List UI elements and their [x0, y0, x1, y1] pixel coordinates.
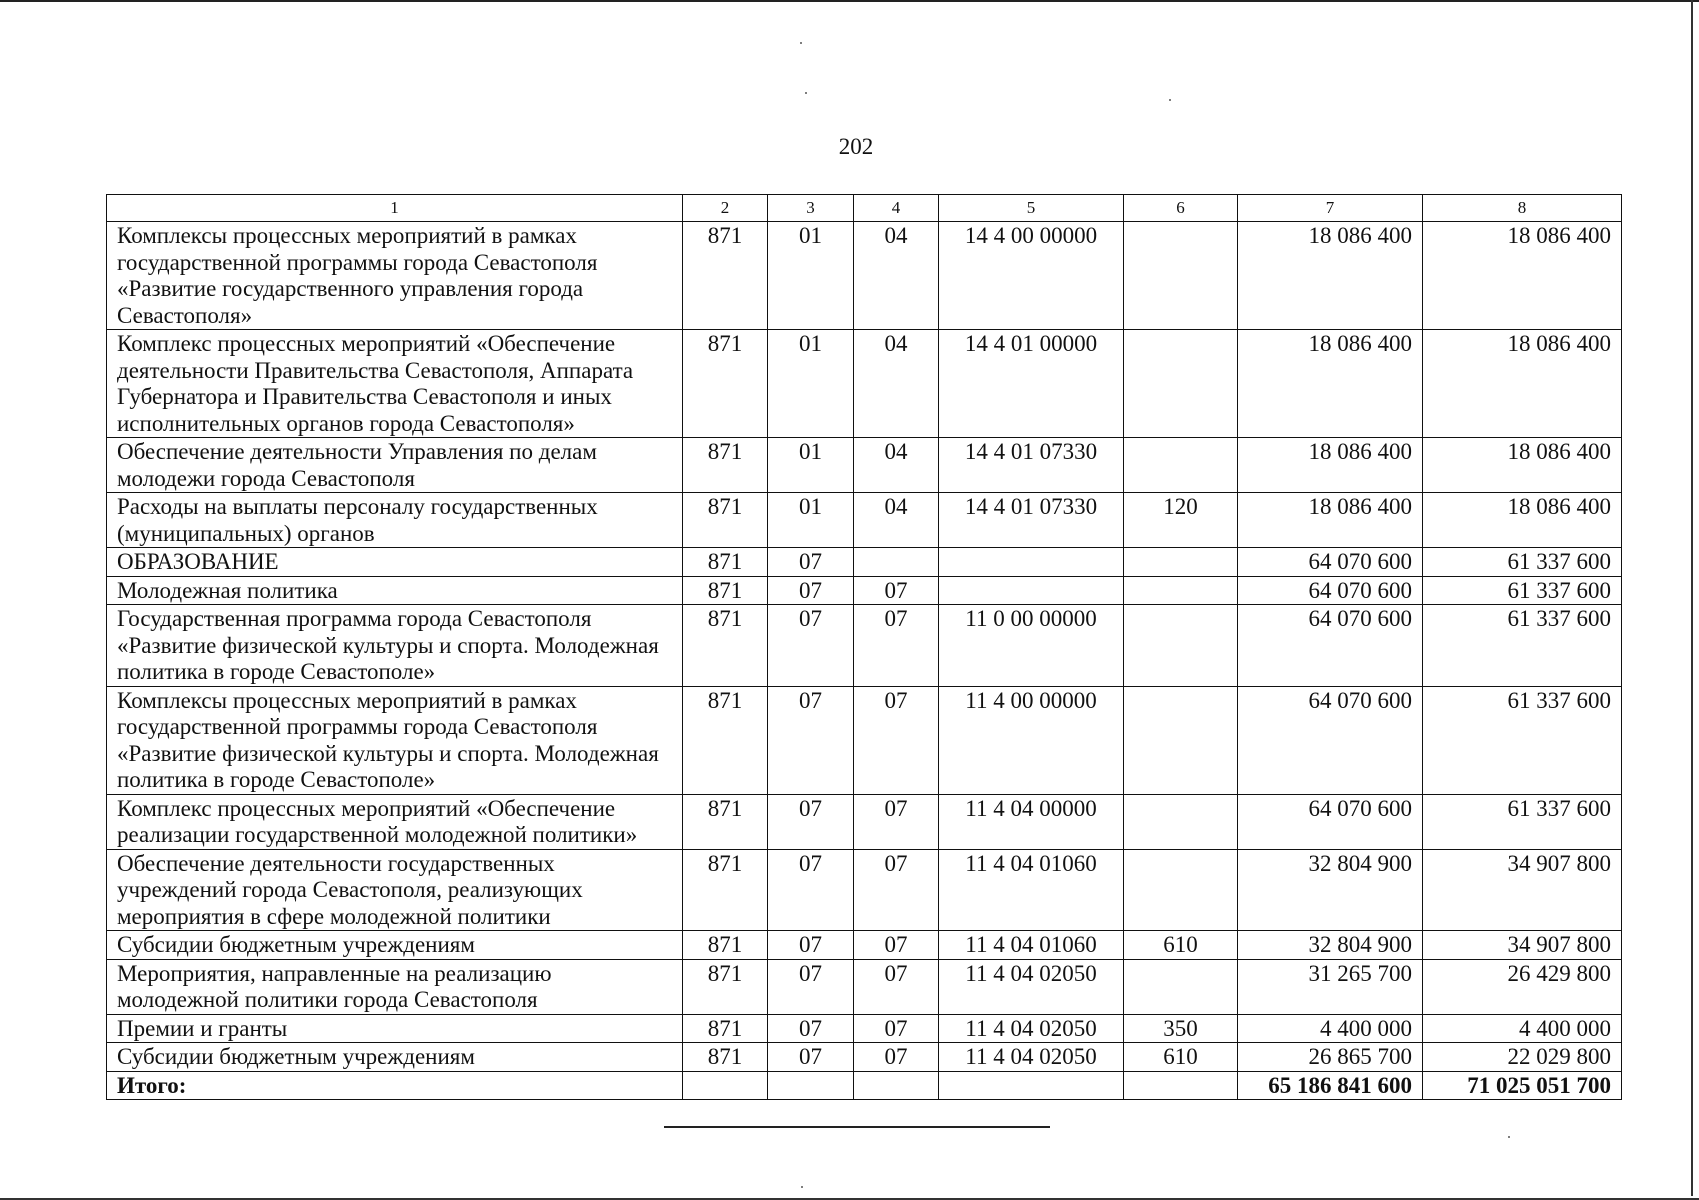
row-amount-year2-cell: 22 029 800: [1423, 1043, 1622, 1072]
row-admin-code-cell: 871: [683, 959, 768, 1014]
table-row: [107, 605, 1622, 687]
row-amount-year2-cell: 61 337 600: [1423, 605, 1622, 687]
row-amount-year2-cell: 18 086 400: [1423, 493, 1622, 548]
row-subsection-cell: 07: [854, 1014, 939, 1043]
table-row: [107, 576, 1622, 605]
row-name-cell: ОБРАЗОВАНИЕ: [107, 548, 683, 577]
row-admin-code-cell: 871: [683, 931, 768, 960]
row-name-cell: Комплекс процессных мероприятий «Обеспечение деятельности Правительства Севастополя, Аппарата Губернатора и Правительства Севастополя и иных исполнительных органов города Севастополя»: [107, 330, 683, 438]
row-amount-year1-cell: 64 070 600: [1238, 605, 1423, 687]
total-empty-cell: [768, 1071, 854, 1100]
row-section-cell: 07: [768, 794, 854, 849]
row-section-cell: 07: [768, 959, 854, 1014]
row-section-cell: 07: [768, 686, 854, 794]
row-expense-type-cell: 120: [1124, 493, 1238, 548]
table-row: [107, 330, 1622, 438]
row-admin-code-cell: 871: [683, 493, 768, 548]
row-expense-type-cell: [1124, 438, 1238, 493]
total-empty-cell: [854, 1071, 939, 1100]
row-expense-type-cell: [1124, 330, 1238, 438]
table-row: [107, 438, 1622, 493]
scan-speck: [801, 1186, 803, 1188]
row-amount-year1-cell: 18 086 400: [1238, 493, 1423, 548]
total-amount-year1: 65 186 841 600: [1238, 1071, 1423, 1100]
row-amount-year2-cell: 61 337 600: [1423, 548, 1622, 577]
row-amount-year1-cell: 18 086 400: [1238, 330, 1423, 438]
row-expense-type-cell: [1124, 222, 1238, 330]
row-admin-code-cell: 871: [683, 330, 768, 438]
total-empty-cell: [1124, 1071, 1238, 1100]
row-section-cell: 07: [768, 849, 854, 931]
row-admin-code-cell: 871: [683, 576, 768, 605]
row-amount-year1-cell: 18 086 400: [1238, 222, 1423, 330]
row-section-cell: 07: [768, 548, 854, 577]
row-target-article-cell: 11 4 00 00000: [939, 686, 1124, 794]
row-amount-year2-cell: 26 429 800: [1423, 959, 1622, 1014]
table-row: [107, 686, 1622, 794]
row-amount-year1-cell: 64 070 600: [1238, 548, 1423, 577]
row-subsection-cell: 07: [854, 576, 939, 605]
row-target-article-cell: [939, 548, 1124, 577]
table-total-row: [107, 1071, 1622, 1100]
row-target-article-cell: 14 4 01 00000: [939, 330, 1124, 438]
row-amount-year1-cell: 64 070 600: [1238, 686, 1423, 794]
row-amount-year2-cell: 18 086 400: [1423, 222, 1622, 330]
row-expense-type-cell: [1124, 576, 1238, 605]
row-subsection-cell: 07: [854, 1043, 939, 1072]
scan-edge-top: [0, 0, 1699, 2]
scan-edge-right: [1691, 0, 1693, 1196]
table-row: [107, 849, 1622, 931]
column-header: 8: [1423, 195, 1622, 222]
table-body: [107, 222, 1622, 1100]
row-name-cell: Комплексы процессных мероприятий в рамках государственной программы города Севастополя «Развитие государственного управления города Севастополя»: [107, 222, 683, 330]
table-header-row: [107, 195, 1622, 222]
row-admin-code-cell: 871: [683, 222, 768, 330]
row-amount-year1-cell: 32 804 900: [1238, 849, 1423, 931]
row-amount-year2-cell: 4 400 000: [1423, 1014, 1622, 1043]
row-name-cell: Молодежная политика: [107, 576, 683, 605]
row-amount-year1-cell: 4 400 000: [1238, 1014, 1423, 1043]
row-section-cell: 07: [768, 576, 854, 605]
row-subsection-cell: 07: [854, 931, 939, 960]
budget-table: [106, 194, 1622, 1100]
column-header: 7: [1238, 195, 1423, 222]
row-section-cell: 07: [768, 931, 854, 960]
row-expense-type-cell: [1124, 686, 1238, 794]
row-target-article-cell: [939, 576, 1124, 605]
table-row: [107, 548, 1622, 577]
total-empty-cell: [939, 1071, 1124, 1100]
row-amount-year1-cell: 18 086 400: [1238, 438, 1423, 493]
row-target-article-cell: 11 4 04 02050: [939, 1014, 1124, 1043]
row-name-cell: Мероприятия, направленные на реализацию молодежной политики города Севастополя: [107, 959, 683, 1014]
row-target-article-cell: 11 0 00 00000: [939, 605, 1124, 687]
row-target-article-cell: 11 4 04 01060: [939, 931, 1124, 960]
column-header: 4: [854, 195, 939, 222]
table-row: [107, 931, 1622, 960]
row-expense-type-cell: [1124, 959, 1238, 1014]
row-amount-year2-cell: 61 337 600: [1423, 576, 1622, 605]
row-expense-type-cell: [1124, 849, 1238, 931]
table-row: [107, 1014, 1622, 1043]
table-row: [107, 1043, 1622, 1072]
row-subsection-cell: 07: [854, 849, 939, 931]
table-row: [107, 222, 1622, 330]
row-name-cell: Государственная программа города Севастополя «Развитие физической культуры и спорта. Молодежная политика в городе Севастополе»: [107, 605, 683, 687]
table-row: [107, 794, 1622, 849]
row-expense-type-cell: [1124, 548, 1238, 577]
row-admin-code-cell: 871: [683, 849, 768, 931]
row-name-cell: Комплекс процессных мероприятий «Обеспечение реализации государственной молодежной политики»: [107, 794, 683, 849]
row-expense-type-cell: [1124, 605, 1238, 687]
row-name-cell: Премии и гранты: [107, 1014, 683, 1043]
row-amount-year1-cell: 32 804 900: [1238, 931, 1423, 960]
table-row: [107, 493, 1622, 548]
row-section-cell: 07: [768, 1043, 854, 1072]
row-target-article-cell: 11 4 04 00000: [939, 794, 1124, 849]
row-expense-type-cell: 610: [1124, 931, 1238, 960]
row-section-cell: 07: [768, 1014, 854, 1043]
row-target-article-cell: 14 4 00 00000: [939, 222, 1124, 330]
row-target-article-cell: 11 4 04 02050: [939, 959, 1124, 1014]
scan-speck: [1508, 1136, 1510, 1138]
row-amount-year1-cell: 64 070 600: [1238, 576, 1423, 605]
row-target-article-cell: 14 4 01 07330: [939, 438, 1124, 493]
row-section-cell: 01: [768, 222, 854, 330]
row-target-article-cell: 11 4 04 01060: [939, 849, 1124, 931]
row-amount-year2-cell: 34 907 800: [1423, 931, 1622, 960]
total-amount-year2: 71 025 051 700: [1423, 1071, 1622, 1100]
row-admin-code-cell: 871: [683, 605, 768, 687]
scan-speck: [1169, 99, 1171, 101]
row-expense-type-cell: [1124, 794, 1238, 849]
row-target-article-cell: 14 4 01 07330: [939, 493, 1124, 548]
row-target-article-cell: 11 4 04 02050: [939, 1043, 1124, 1072]
column-header: 5: [939, 195, 1124, 222]
row-subsection-cell: 04: [854, 222, 939, 330]
row-name-cell: Субсидии бюджетным учреждениям: [107, 931, 683, 960]
row-name-cell: Расходы на выплаты персоналу государственных (муниципальных) органов: [107, 493, 683, 548]
column-header: 2: [683, 195, 768, 222]
total-label: Итого:: [107, 1071, 683, 1100]
row-amount-year1-cell: 64 070 600: [1238, 794, 1423, 849]
page-number: 202: [838, 134, 874, 159]
row-section-cell: 01: [768, 493, 854, 548]
row-subsection-cell: 07: [854, 794, 939, 849]
row-name-cell: Субсидии бюджетным учреждениям: [107, 1043, 683, 1072]
row-amount-year2-cell: 61 337 600: [1423, 686, 1622, 794]
row-admin-code-cell: 871: [683, 1014, 768, 1043]
row-admin-code-cell: 871: [683, 794, 768, 849]
column-header: 3: [768, 195, 854, 222]
total-empty-cell: [683, 1071, 768, 1100]
scan-speck: [805, 92, 807, 94]
row-subsection-cell: 04: [854, 330, 939, 438]
row-name-cell: Обеспечение деятельности Управления по делам молодежи города Севастополя: [107, 438, 683, 493]
row-admin-code-cell: 871: [683, 548, 768, 577]
row-name-cell: Комплексы процессных мероприятий в рамках государственной программы города Севастополя «Развитие физической культуры и спорта. Молодежная политика в городе Севастополе»: [107, 686, 683, 794]
row-amount-year2-cell: 34 907 800: [1423, 849, 1622, 931]
scan-speck: [800, 42, 802, 44]
row-subsection-cell: 07: [854, 959, 939, 1014]
row-section-cell: 01: [768, 330, 854, 438]
row-subsection-cell: [854, 548, 939, 577]
row-subsection-cell: 04: [854, 493, 939, 548]
column-header: 6: [1124, 195, 1238, 222]
row-amount-year1-cell: 26 865 700: [1238, 1043, 1423, 1072]
row-amount-year2-cell: 61 337 600: [1423, 794, 1622, 849]
row-amount-year1-cell: 31 265 700: [1238, 959, 1423, 1014]
row-expense-type-cell: 350: [1124, 1014, 1238, 1043]
column-header: 1: [107, 195, 683, 222]
row-section-cell: 07: [768, 605, 854, 687]
row-subsection-cell: 04: [854, 438, 939, 493]
row-name-cell: Обеспечение деятельности государственных учреждений города Севастополя, реализующих мероприятия в сфере молодежной политики: [107, 849, 683, 931]
table-row: [107, 959, 1622, 1014]
row-admin-code-cell: 871: [683, 686, 768, 794]
row-section-cell: 01: [768, 438, 854, 493]
row-amount-year2-cell: 18 086 400: [1423, 438, 1622, 493]
row-expense-type-cell: 610: [1124, 1043, 1238, 1072]
row-admin-code-cell: 871: [683, 438, 768, 493]
row-subsection-cell: 07: [854, 686, 939, 794]
row-amount-year2-cell: 18 086 400: [1423, 330, 1622, 438]
footer-rule: [664, 1126, 1050, 1128]
row-subsection-cell: 07: [854, 605, 939, 687]
row-admin-code-cell: 871: [683, 1043, 768, 1072]
